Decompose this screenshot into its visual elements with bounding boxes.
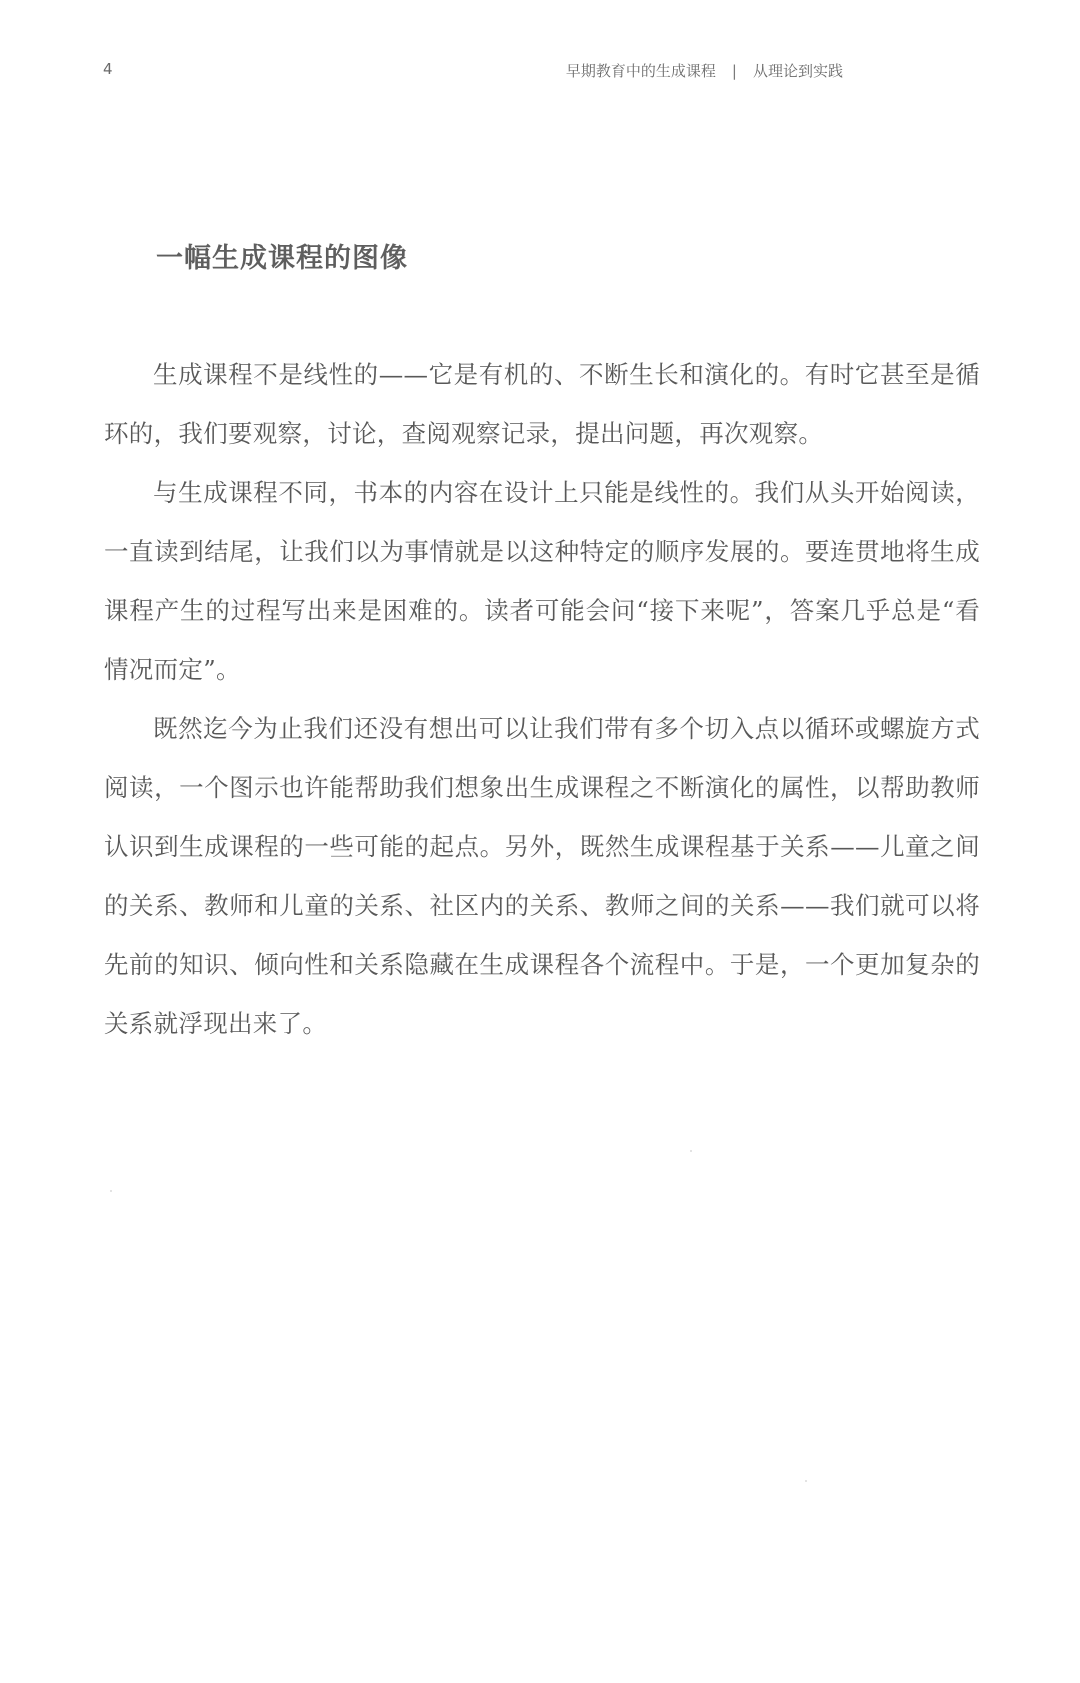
header-title-group [566, 60, 843, 81]
paragraph: 与生成课程不同，书本的内容在设计上只能是线性的。我们从头开始阅读，一直读到结尾，让我们以为事情就是以这种特定的顺序发展的。要连贯地将生成课程产生的过程写出来是困难的。读者可能会问“接下来呢”，答案几乎总是“看情况而定”。 [104, 478, 980, 684]
book-subtitle: 从理论到实践 [752, 62, 843, 80]
scan-speck [805, 1480, 807, 1482]
scan-speck [110, 1190, 112, 1192]
book-title: 早期教育中的生成课程 [565, 62, 716, 80]
header-separator: | [731, 62, 737, 80]
body-text [104, 345, 980, 1053]
paragraph: 生成课程不是线性的——它是有机的、不断生长和演化的。有时它甚至是循环的，我们要观察，讨论，查阅观察记录，提出问题，再次观察。 [104, 360, 980, 448]
page-number: 4 [103, 60, 113, 78]
running-header [103, 60, 843, 86]
scan-speck [690, 1150, 692, 1152]
section-title: 一幅生成课程的图像 [156, 243, 408, 274]
paragraph: 既然迄今为止我们还没有想出可以让我们带有多个切入点以循环或螺旋方式阅读，一个图示也许能帮助我们想象出生成课程之不断演化的属性，以帮助教师认识到生成课程的一些可能的起点。另外，既然生成课程基于关系——儿童之间的关系、教师和儿童的关系、社区内的关系、教师之间的关系——我们就可以将先前的知识、倾向性和关系隐藏在生成课程各个流程中。于是，一个更加复杂的关系就浮现出来了。 [104, 714, 980, 1038]
